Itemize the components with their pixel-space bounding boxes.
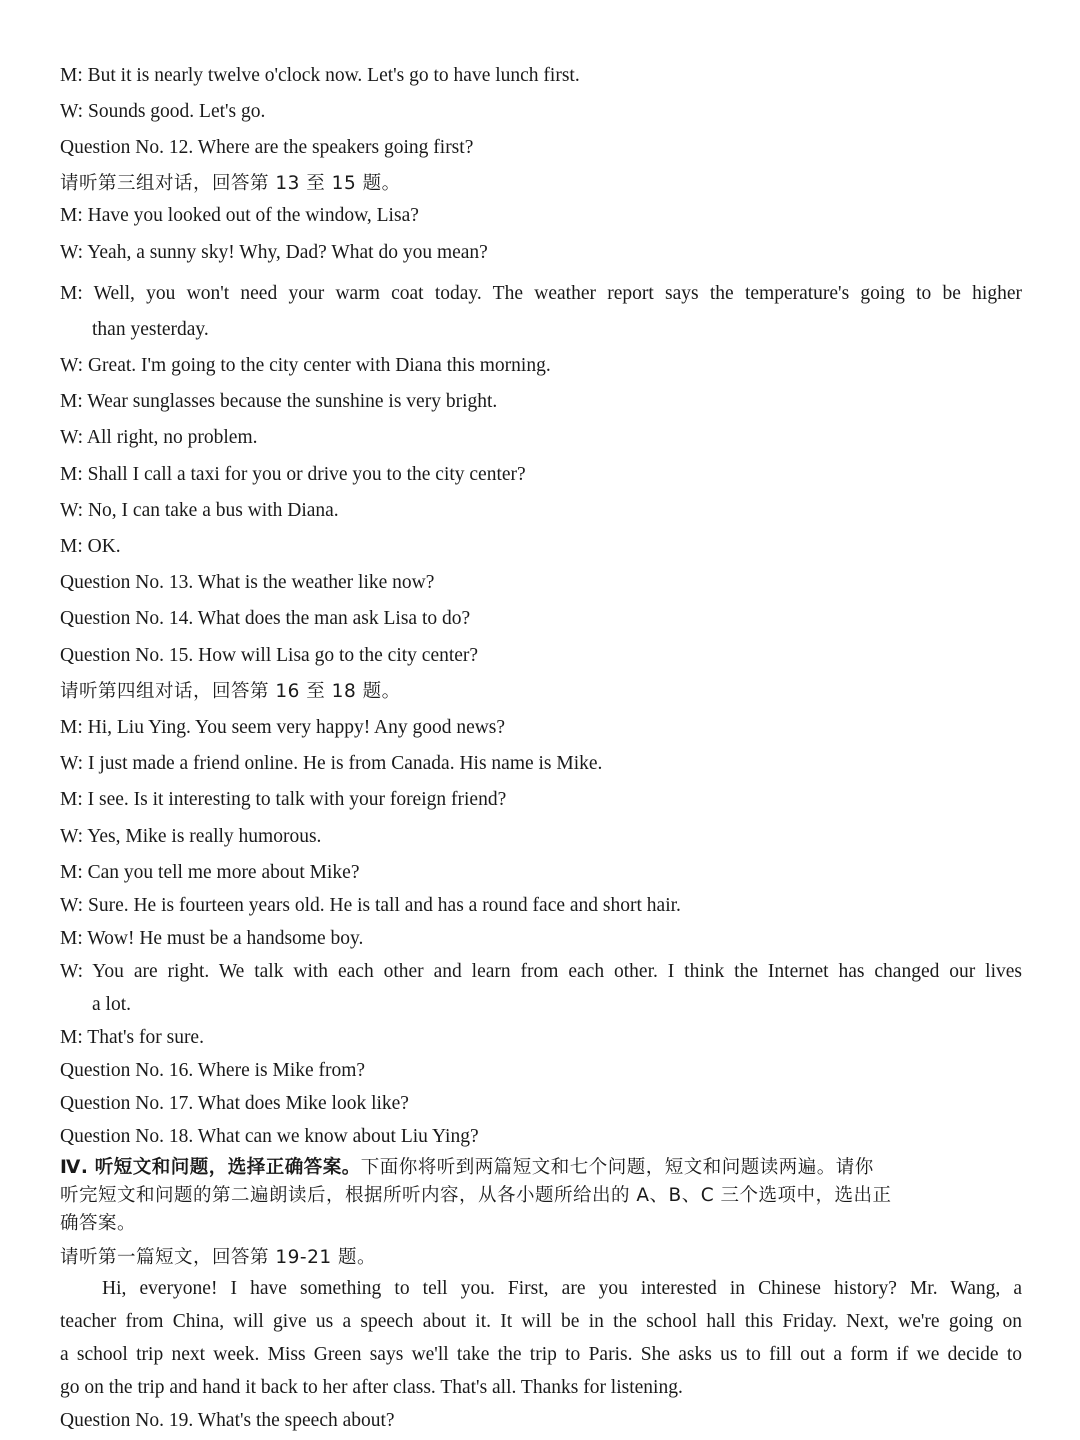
dialogue-line: W: Yes, Mike is really humorous. <box>60 826 322 847</box>
dialogue-line: W: Great. I'm going to the city center with Diana this morning. <box>60 355 551 376</box>
section-instructions-continued: 确答案。 <box>60 1213 137 1234</box>
dialogue-line: W: Yeah, a sunny sky! Why, Dad? What do you mean? <box>60 242 488 263</box>
dialogue-line: W: You are right. We talk with each other and learn from each other. I think the Internet has changed our lives <box>60 961 1022 982</box>
dialogue-line: W: Sounds good. Let's go. <box>60 101 266 122</box>
dialogue-line: W: Sure. He is fourteen years old. He is tall and has a round face and short hair. <box>60 895 681 916</box>
dialogue-line: W: No, I can take a bus with Diana. <box>60 500 339 521</box>
question-line: Question No. 17. What does Mike look like? <box>60 1093 409 1114</box>
question-line: Question No. 19. What's the speech about? <box>60 1410 395 1431</box>
passage-line: Hi, everyone! I have something to tell you. First, are you interested in Chinese history? Mr. Wang, a <box>102 1278 1022 1299</box>
passage-line: go on the trip and hand it back to her after class. That's all. Thanks for listening. <box>60 1377 683 1398</box>
dialogue-line: M: Wear sunglasses because the sunshine is very bright. <box>60 391 498 412</box>
dialogue-line: M: But it is nearly twelve o'clock now. Let's go to have lunch first. <box>60 65 580 86</box>
dialogue-line: M: Well, you won't need your warm coat today. The weather report says the temperature's going to be higher <box>60 283 1022 304</box>
dialogue-line: M: Hi, Liu Ying. You seem very happy! Any good news? <box>60 717 506 738</box>
dialogue-line: W: All right, no problem. <box>60 427 258 448</box>
section-four-heading <box>60 1156 1022 1180</box>
question-line: Question No. 12. Where are the speakers going first? <box>60 137 474 158</box>
dialogue-line: W: I just made a friend online. He is from Canada. His name is Mike. <box>60 753 603 774</box>
question-line: Question No. 13. What is the weather like now? <box>60 572 435 593</box>
dialogue-line: M: That's for sure. <box>60 1027 204 1048</box>
dialogue-line: M: Wow! He must be a handsome boy. <box>60 928 364 949</box>
passage-line: a school trip next week. Miss Green says we'll take the trip to Paris. She asks us to fill out a form if we decide to <box>60 1344 1022 1365</box>
question-line: Question No. 18. What can we know about Liu Ying? <box>60 1126 479 1147</box>
dialogue-line: M: I see. Is it interesting to talk with your foreign friend? <box>60 789 507 810</box>
instruction-line: 请听第四组对话，回答第 16 至 18 题。 <box>60 681 401 702</box>
dialogue-line: M: Have you looked out of the window, Lisa? <box>60 205 419 226</box>
section-instructions: 下面你将听到两篇短文和七个问题，短文和问题读两遍。请你 <box>360 1157 874 1178</box>
instruction-line: 请听第一篇短文，回答第 19-21 题。 <box>60 1247 377 1268</box>
instruction-line: 请听第三组对话，回答第 13 至 15 题。 <box>60 173 401 194</box>
question-line: Question No. 15. How will Lisa go to the city center? <box>60 645 479 666</box>
dialogue-line: M: Shall I call a taxi for you or drive you to the city center? <box>60 464 526 485</box>
question-line: Question No. 14. What does the man ask Lisa to do? <box>60 608 471 629</box>
dialogue-line: M: OK. <box>60 536 121 557</box>
dialogue-line: M: Can you tell me more about Mike? <box>60 862 360 883</box>
section-number: Ⅳ. <box>60 1157 89 1178</box>
dialogue-line-continued: a lot. <box>92 994 131 1015</box>
section-instructions-continued: 听完短文和问题的第二遍朗读后，根据所听内容，从各小题所给出的 A、B、C 三个选项中，选出正 <box>60 1185 892 1206</box>
section-title: 听短文和问题，选择正确答案。 <box>94 1157 361 1178</box>
passage-line: teacher from China, will give us a speech about it. It will be in the school hall this Friday. Next, we're going on <box>60 1311 1022 1332</box>
question-line: Question No. 16. Where is Mike from? <box>60 1060 366 1081</box>
dialogue-line-continued: than yesterday. <box>92 319 209 340</box>
